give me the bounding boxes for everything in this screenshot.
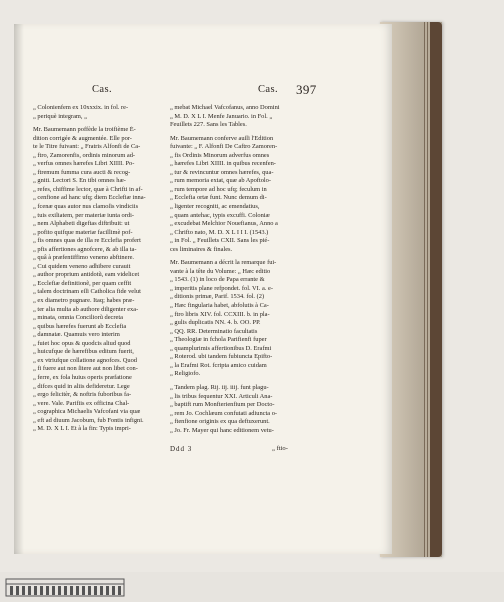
text-line: „ Theologiæ in fchola Parifienfi fuper bbox=[170, 336, 267, 344]
text-column-right bbox=[170, 104, 302, 435]
text-line: „ tur & revincuntur omnes hærefes, qua- bbox=[170, 168, 274, 176]
text-line: „ hærefes Libri XIIII. in quibus recenfen- bbox=[170, 160, 276, 168]
text-line: „ periquè integram, „ bbox=[33, 112, 87, 120]
text-line: „ tuis exiliatem, per materiæ iunta ordi- bbox=[33, 211, 134, 219]
text-line: „ cenfione ad hanc ufq; diem Ecclefiæ inna- bbox=[33, 194, 146, 202]
text-line: „ in Fol. „ Feuillets CXII. Sans les pié- bbox=[170, 237, 270, 245]
text-line: „ author proprium antidotũ, eam videlicet bbox=[33, 271, 140, 279]
catchword: „ ftio- bbox=[272, 445, 288, 452]
text-line: „ Roterod. ubi tandem fubiuncta Epifto- bbox=[170, 353, 273, 361]
text-line: „ excudebat Melchior Nouefianus, Anno a bbox=[170, 220, 278, 228]
text-line: „ pfis affertiones agnofcere, & ab illa ta- bbox=[33, 245, 137, 253]
text-line: „ ftremum fumma cura aucti & recog- bbox=[33, 168, 131, 176]
text-line: „ damnatæ. Quamuis vero interim bbox=[33, 331, 120, 339]
text-line: „ quibus hærefes fuerunt ab Ecclefia bbox=[33, 322, 127, 330]
text-line: „ M. D. X L I. Menfe Januario. in Fol. „ bbox=[170, 112, 273, 120]
text-line: „ ftro libris XIV. fol. CCXIII. b. in pla- bbox=[170, 310, 270, 318]
text-line: „ refes, chiffime lector, quæ à Chrifti in af- bbox=[33, 185, 143, 193]
text-line: „ la Erafmi Rot. fcripta amico cuidam bbox=[170, 361, 267, 369]
text-line: „ nem Alphabeti digeftas diftribuit: ut bbox=[33, 220, 130, 228]
library-logo-icon bbox=[4, 576, 126, 598]
text-line: „ ter alia multa ab authore diligenter exa- bbox=[33, 305, 139, 313]
text-line: Feuillets 227. Sans les Tables. bbox=[170, 121, 247, 129]
text-line: „ rum memoria extat, quæ ab Apoftolo- bbox=[170, 177, 271, 185]
text-line: „ verfus omnes hærefes Libri XIIII. Po- bbox=[33, 160, 135, 168]
book-cover-edge bbox=[430, 22, 442, 557]
text-line: „ gulis duplicatis NN. 4. b. OO. PP. bbox=[170, 319, 261, 327]
text-line: „ baptift rum Monfterienfium per Docto- bbox=[170, 401, 275, 409]
text-line: „ Colonienfem ex 10xxxix. in fol. re- bbox=[33, 104, 129, 111]
text-line: „ gniti. Lectori S. En tibi omnes hæ- bbox=[33, 177, 126, 185]
text-line: „ ditionis primæ, Parif. 1534. fol. (2) bbox=[170, 293, 265, 301]
text-line: Mr. Baumemann a décrit la remarque fui- bbox=[170, 259, 277, 267]
text-line: „ huicufque de hærefibus editum fuerit, bbox=[33, 348, 134, 356]
text-line: „ ftenfione originis ex qua deftuxerunt. bbox=[170, 418, 270, 426]
text-line: te le Titre fuivant: „ Fratris Alfonfi de Ca- bbox=[33, 143, 141, 151]
text-line: „ Hæc fingularia habet, abfolutis à Ca- bbox=[170, 302, 269, 310]
text-line: Mr. Baumemann conferve auſſi l'Edition bbox=[170, 134, 274, 142]
text-line: „ lis tribus fequentur XXI. Articuli Ana- bbox=[170, 392, 273, 400]
text-line: „ fis omnes quas de illa re Ecclefia profert bbox=[33, 237, 141, 245]
text-line: „ ex diametro pugnare. Itaq; habes præ- bbox=[33, 297, 135, 305]
text-line: „ fis Ordinis Minorum adverfus omnes bbox=[170, 151, 270, 159]
text-line: vante à la tête du Volume: „ Hæc editio bbox=[170, 267, 271, 275]
text-line: „ ferre, ex fola huius operis præfatione bbox=[33, 373, 132, 381]
text-line: „ Cui quidem veneno adhibere curauit bbox=[33, 262, 131, 270]
text-line: „ imperitis plane refpondet. fol. VI. a. e- bbox=[170, 284, 273, 292]
text-line: fuivante: „ F. Alfonfi De Caftro Zamoren- bbox=[170, 143, 278, 151]
text-line: „ difces quid in aliis defideretur. Lege bbox=[33, 382, 130, 390]
text-line: Mr. Baumemann poffède la troifième É- bbox=[33, 126, 136, 134]
text-line: „ ergo felicitèr, & noftris fuboribus fa- bbox=[33, 391, 132, 399]
text-line: „ QQ. RR. Determinatio facultatis bbox=[170, 327, 258, 335]
text-line: „ Jo. Fr. Mayer qui hanc editionem vetu- bbox=[170, 426, 274, 434]
text-line: „ ex vtriufque collatione agnofces. Quod bbox=[33, 356, 137, 364]
text-line: „ eft ad diuum Jacobum, fub Fontis infigni. bbox=[33, 416, 144, 424]
text-line: „ rum tempore ad hoc ufq; feculum in bbox=[170, 185, 267, 193]
text-line: „ quam antehac, typis excuffi. Coloniæ bbox=[170, 211, 270, 219]
text-line: dition corrigée & augmentée. Elle por- bbox=[33, 134, 132, 142]
text-line: „ Tandem plag. Rij. iij. iiij. funt plagu- bbox=[170, 383, 269, 391]
text-line: „ 1543. (1) in loco de Papa errante & bbox=[170, 276, 265, 284]
text-line: „ ftro, Zamorenfis, ordinis minorum ad- bbox=[33, 151, 136, 159]
signature-mark: Ddd 3 bbox=[170, 445, 193, 453]
text-line: „ minata, omnia Conciliorũ decreta bbox=[33, 314, 123, 322]
text-line: „ cographica Michaelis Vafcofani via quæ bbox=[33, 408, 141, 416]
text-line: „ Ecclefia ortæ funt. Nunc demum di- bbox=[170, 194, 267, 202]
text-line: „ vere. Vale. Parifiis ex officina Chal- bbox=[33, 399, 130, 407]
page-gutter-shadow bbox=[14, 24, 24, 554]
text-line: „ quâ à præfentiffimo veneno abftinere. bbox=[33, 254, 135, 262]
text-line: „ fuiet hoc opus & quodcis aliud quod bbox=[33, 339, 131, 347]
text-line: „ quamplurimis affertionibus D. Erafmi bbox=[170, 344, 272, 352]
text-column-left bbox=[33, 104, 161, 434]
text-line: „ M. D. X L I. Et à la fin: Typis impri- bbox=[33, 425, 131, 433]
text-line: „ fi fuere aut non ſitere aut non libet con- bbox=[33, 365, 138, 373]
text-line: ces liminaires & finales. bbox=[170, 245, 233, 253]
text-line: „ talem doctrinam eſſi Catholica fide velut bbox=[33, 288, 141, 296]
text-line: „ Religiofo. bbox=[170, 370, 201, 378]
page-number: 397 bbox=[296, 82, 317, 97]
text-line: „ ligenter recogniti, ac emendatius, bbox=[170, 203, 260, 211]
text-line: „ fcenæ quas autor nus clamoſis vindiciis bbox=[33, 203, 139, 211]
text-line: „ Chrifto nato, M. D. X L I I I. (1543.) bbox=[170, 228, 269, 236]
text-line: „ mebat Michael Vafcofanus, anno Domini bbox=[170, 104, 280, 111]
text-line: „ pofito quifque materiæ facillimè pof- bbox=[33, 228, 133, 236]
text-line: „ rem Jo. Cochlæum confutati adiuncta o- bbox=[170, 409, 278, 417]
running-head-left: Cas. bbox=[92, 84, 112, 95]
text-line: „ Ecclefiæ definitionẽ, per quam ceffit bbox=[33, 279, 132, 287]
running-head-right: Cas. bbox=[258, 84, 278, 95]
